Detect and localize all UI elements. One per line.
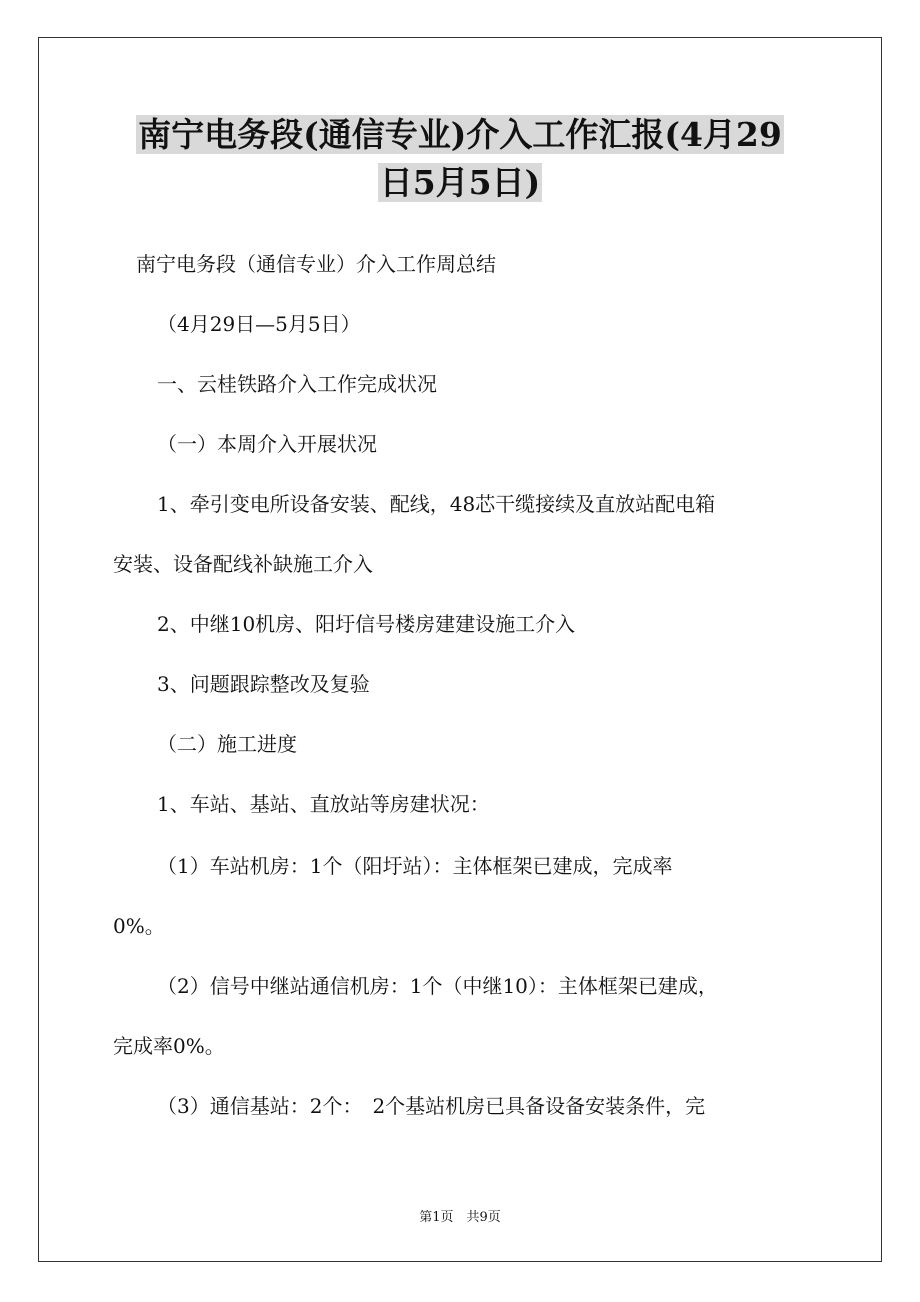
paragraph-6: 安装、设备配线补缺施工介入 <box>113 552 373 576</box>
document-title-line-1: 南宁电务段(通信专业)介入工作汇报(4月29 <box>138 115 782 154</box>
document-title-line-2: 日5月5日) <box>379 163 541 202</box>
paragraph-2: （4月29日—5月5日） <box>157 312 361 336</box>
paragraph-12: 0%。 <box>113 914 165 938</box>
paragraph-11: （1）车站机房：1个（阳圩站）：主体框架已建成，完成率 <box>157 854 673 878</box>
paragraph-15: （3）通信基站：2个： 2个基站机房已具备设备安装条件，完 <box>157 1094 706 1118</box>
paragraph-10: 1、车站、基站、直放站等房建状况： <box>157 792 490 816</box>
page-footer: 第1页 共9页 <box>419 1210 501 1225</box>
paragraph-3: 一、云桂铁路介入工作完成状况 <box>157 372 437 396</box>
paragraph-4: （一）本周介入开展状况 <box>157 432 377 456</box>
page-border <box>38 37 882 1262</box>
paragraph-5: 1、牵引变电所设备安装、配线，48芯干缆接续及直放站配电箱 <box>157 492 716 516</box>
paragraph-8: 3、问题跟踪整改及复验 <box>157 672 370 696</box>
paragraph-9: （二）施工进度 <box>157 732 297 756</box>
paragraph-14: 完成率0%。 <box>113 1034 225 1058</box>
paragraph-7: 2、中继10机房、阳圩信号楼房建建设施工介入 <box>157 612 576 636</box>
paragraph-13: （2）信号中继站通信机房：1个（中继10）：主体框架已建成， <box>157 974 718 998</box>
paragraph-1: 南宁电务段（通信专业）介入工作周总结 <box>136 252 496 276</box>
